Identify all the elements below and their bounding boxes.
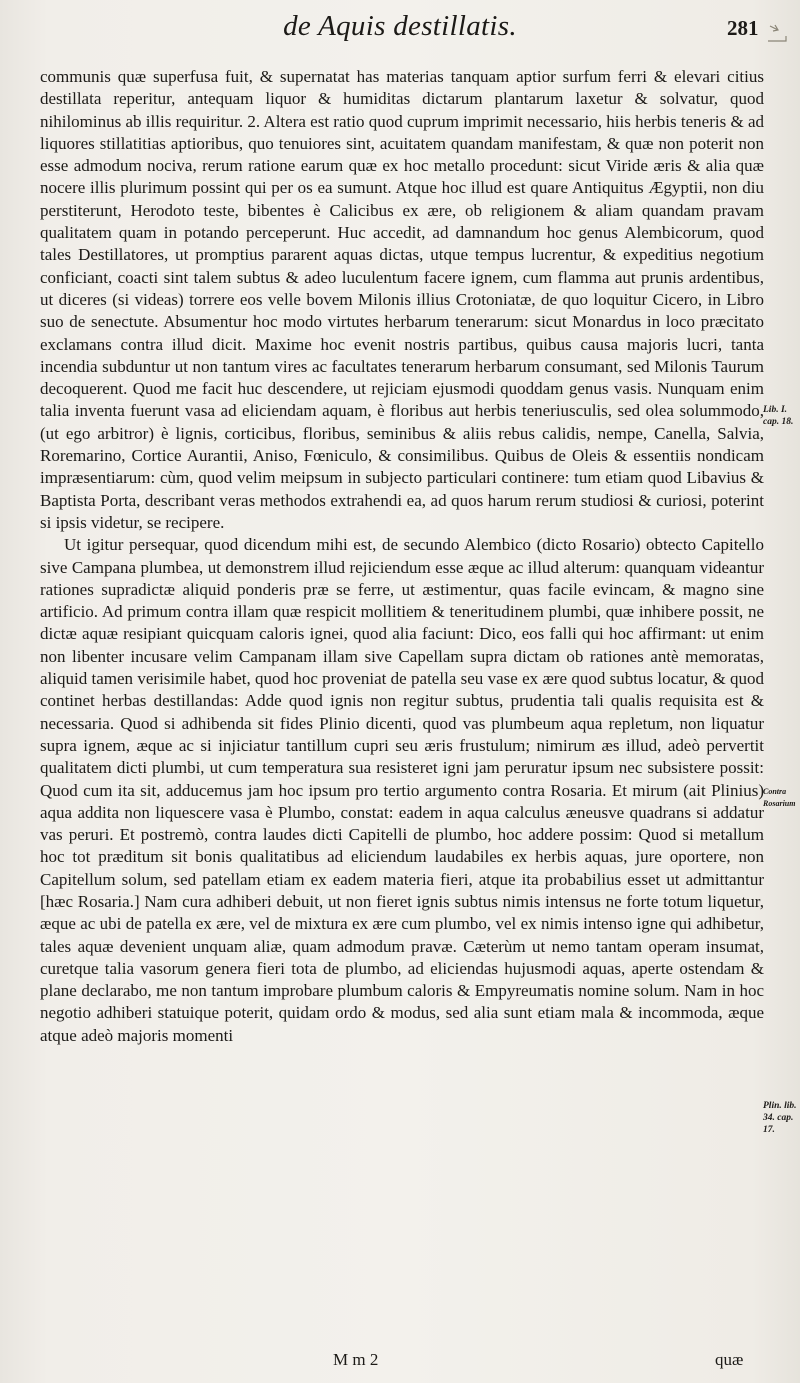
bracket-mark-icon [766,22,788,44]
margin-note: Lib. I. cap. 18. [763,405,794,427]
margin-note: Plin. lib. 34. cap. 17. [763,1101,797,1135]
catchword: quæ [715,1350,744,1369]
running-head [0,4,800,64]
page-footer [0,1350,800,1378]
running-title: de Aquis destillatis. [283,10,517,42]
page-number: 281 [727,16,759,40]
body-text [40,66,764,1047]
margin-note: Contra Rosarium [763,787,796,808]
paragraph: communis quæ superfusa fuit, & supernatat has materias tanquam aptior surfum ferri & elevari citius destillata reperitur, antequam liquor & humiditas dictarum plantarum laxetur & solvatur, quod nihilominus ab illis requiritur. 2. Altera est ratio quod cuprum imprimit necessario, hiis herbis teneris & ad liquores stillatitias aptioribus, quo tenuiores sint, acuitatem quandam manifestam, & quæ non poterit non esse admodum nociva, rerum ratione earum quæ ex hoc metallo procedunt: sicut Viride æris & alia quæ nocere illis plurimum possint qui per os ea sumunt. Atque hoc illud est quare Antiquitus Ægyptii, non diu perstiterunt, Herodoto teste, bibentes è Calicibus ex ære, ob religionem & aliam quandam pravam qualitatem quam in potando perceperunt. Huc accedit, ad damnandum hoc genus Alembicorum, quod tales Destillatores, ut promptius pararent aquas dictas, utque tempus lucrentur, & expeditius negotium conficiant, coacti sint talem subtus & adeo luculentum facere ignem, cum flamma aut prunis ardentibus, ut diceres (si videas) torrere eos velle bovem Milonis illius Crotoniatæ, de quo loquitur Cicero, in Libro suo de senectute. Absumentur hoc modo virtutes herbarum tenerarum: sicut Monardus in loco præcitato exclamans contra illud dicit. Maxime hoc evenit nostris partibus, quibus causa majoris lucri, tanta incendia subduntur ut non tantum vires ac facultates tenerarum herbarum consumant, sed Milonis Taurum decoquerent. Quod me facit huc descendere, ut rejiciam ejusmodi quoddam genus vasis. Nunquam enim talia inventa fuerunt vasa ad eliciendam aquam, è floribus aut herbis teneriusculis, sed olea solummodo, (ut ego arbitror) è lignis, corticibus, floribus, seminibus & aliis rebus calidis, nempe, Canella, Salvia, Roremarino, Cortice Aurantii, Aniso, Fœniculo, & consimilibus. Quibus de Oleis & essentiis nondicam impræsentiarum: cùm, quod velim meipsum in subjecto particulari continere: tum etiam quod Libavius & Baptista Porta, describant veras methodos extrahendi ea, ad quos harum rerum studiosi & curiosi, poterint si ipsis videtur, se recipere. [40,67,764,532]
paragraph: Ut igitur persequar, quod dicendum mihi est, de secundo Alembico (dicto Rosario) obtecto Capitello sive Campana plumbea, ut demonstrem illud rejiciendum esse æque ac illud alterum: quanquam videantur rationes supradictæ aliquid ponderis præ se ferre, ut æstimentur, quas facile evincam, & magno sine artificio. Ad primum contra illam quæ respicit mollitiem & teneritudinem plumbi, quæ inhibere possit, ne dictæ aquæ resipiant quicquam caloris ignei, quod alia faciunt: Dico, eos falli qui hoc affirmant: ut enim non libenter incusare velim Campanam illam sive Capellam supra dictam ob rationes antè memoratas, aliquid tamen verisimile habet, quod hoc proveniat de patella seu vase ex ære quod subtus locatur, & quod continet herbas destillandas: Adde quod ignis non regitur subtus, prudentia tali qualis requisita est & necessaria. Quod si adhibenda sit fides Plinio dicenti, quod vas plumbeum aqua repletum, non liquatur supra ignem, æque ac si injiciatur tantillum cupri seu æris frustulum; nimirum æs illud, adeò pervertit qualitatem dicti plumbi, ut cum temperatura sua resisteret igni jam peruratur ipsum nec subsistere possit: Quod cum ita sit, adducemus jam hoc ipsum pro tertio argumento contra Rosaria. Et mirum (ait Plinius) aqua addita non liquescere vasa è Plumbo, constat: eadem in aqua calculus æneusve quadrans si addatur vas peruri. Et postremò, contra laudes dicti Capitelli de plumbo, hoc addere possim: Quod si metallum hoc tot præditum sit bonis qualitatibus ad eliciendum laudabiles ex herbis aquas, jure oportere, non Capitellum solum, sed patellam etiam ex eadem materia fieri, atque ita probabilius esset ut admittantur [hæc Rosaria.] Nam cura adhiberi debuit, ut non fieret ignis subtus nimis intensus ne forte totum liquetur, æque ac ubi de patella ex ære, vel de mixtura ex ære cum plumbo, vel ex nimis intenso igne qui adhibetur, tales aquæ devenient unquam aliæ, quam admodum pravæ. Cæterùm ut nemo tantam operam insumat, curetque talia vasorum genera fieri tota de plumbo, ad eliciendas hujusmodi aquas, aperte ostendam & plane declarabo, me non tantum improbare plumbum caloris & Empyreumatis nomine solum. Nam in hoc negotio adhiberi statuique poterit, quidam ordo & modus, sed alia sunt etiam mala & incommoda, æque atque adeò majoris momenti [40,535,764,1045]
signature-mark: M m 2 [333,1350,379,1369]
